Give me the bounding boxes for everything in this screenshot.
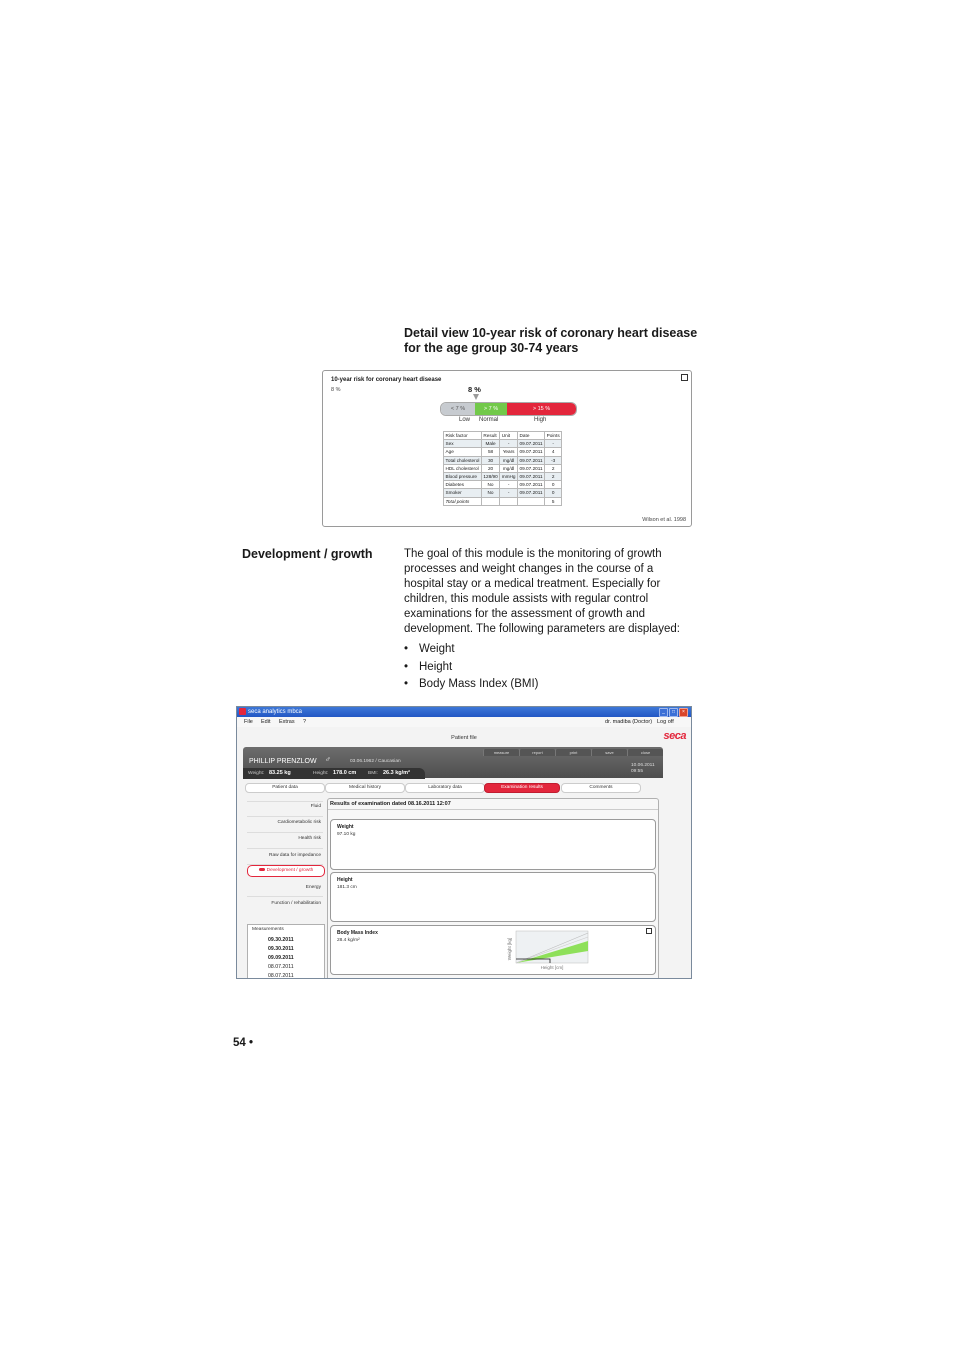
app-logo-icon	[239, 708, 246, 715]
tab-report[interactable]: report	[519, 749, 555, 756]
risk-table-cell: 09.07.2011	[519, 457, 543, 463]
risk-table-cell: 0	[545, 481, 562, 489]
citation: Wilson et al. 1998	[642, 517, 686, 523]
risk-table-cell: -3	[545, 456, 562, 464]
risk-table-cell: Male	[481, 440, 499, 448]
patient-datetime	[631, 763, 655, 775]
subtab-bar	[245, 783, 665, 792]
male-icon: ♂	[325, 755, 331, 764]
risk-table-cell: 09.07.2011	[519, 490, 543, 496]
tab-laboratory-data[interactable]: Laboratory data	[405, 783, 485, 793]
risk-table-row	[444, 440, 562, 448]
sidebar-item-energy[interactable]: Energy	[305, 885, 321, 890]
divider	[247, 801, 323, 802]
results-panel	[327, 798, 659, 979]
risk-table-cell: Smoker	[444, 489, 482, 497]
divider	[247, 848, 323, 849]
maximize-icon[interactable]: □	[669, 708, 678, 717]
risk-table-cell: 09.07.2011	[519, 449, 543, 455]
height-card[interactable]	[330, 872, 656, 922]
risk-table-header: Risk factor	[444, 432, 482, 440]
paragraph-line: children, this module assists with regular control	[404, 593, 649, 605]
paragraph-line: processes and weight changes in the course of a	[404, 563, 654, 575]
paragraph-line: The goal of this module is the monitoring of growth	[404, 548, 662, 560]
risk-table-cell: Sex	[444, 440, 482, 448]
tab-save[interactable]: save	[591, 749, 627, 756]
risk-value: 8 %	[468, 385, 481, 394]
risk-table-cell: 09.07.2011	[519, 482, 543, 488]
weight-card[interactable]	[330, 819, 656, 870]
risk-table-cell: Total cholesterol	[445, 457, 480, 463]
risk-table-header: Result	[481, 432, 499, 440]
tab-close[interactable]: close	[627, 749, 663, 756]
active-dot-icon	[259, 868, 265, 871]
section-title: Development / growth	[242, 547, 373, 561]
menu-help[interactable]: ?	[303, 719, 307, 725]
risk-table-cell: mg/dl	[500, 456, 518, 464]
window-title: seca analytics mbca	[248, 709, 303, 715]
risk-factor-table	[443, 431, 562, 506]
list-item	[404, 676, 539, 694]
patient-date: 10.06.2011	[631, 763, 655, 768]
minimize-icon[interactable]: _	[659, 708, 668, 717]
risk-table-cell: mmHg	[501, 474, 516, 480]
parameter-list	[404, 641, 539, 694]
weight-value: 83.25 kg	[269, 770, 291, 776]
brand-logo: seca	[663, 730, 686, 742]
height-label: Height:	[313, 771, 329, 776]
risk-table-cell: Years	[500, 448, 518, 456]
bmi-card-title: Body Mass Index	[337, 930, 378, 936]
risk-table-row	[444, 489, 562, 497]
menu-edit[interactable]: Edit	[261, 719, 271, 725]
height-card-title: Height	[337, 877, 353, 883]
risk-table-cell: mg/dl	[500, 464, 518, 472]
sidebar-item-development-growth[interactable]	[247, 865, 325, 877]
patient-name: PHILLIP PRENZLOW	[249, 758, 317, 765]
risk-table-cell: -	[545, 440, 562, 448]
risk-table-cell: Blood pressure	[444, 473, 482, 481]
height-value: 178.0 cm	[333, 770, 357, 776]
tab-comments[interactable]: Comments	[561, 783, 641, 793]
page-title: Patient file	[451, 735, 477, 741]
risk-table-cell: Total points	[444, 497, 482, 505]
divider	[247, 832, 323, 833]
divider	[247, 896, 323, 897]
bmi-chart	[506, 929, 596, 971]
list-item[interactable]: 09.30.2011	[268, 946, 294, 952]
risk-segment-normal: > 7 %	[475, 403, 507, 415]
risk-table-row	[444, 497, 562, 505]
bmi-card[interactable]	[330, 925, 656, 975]
weight-card-value: 97.10 kg	[337, 832, 356, 837]
divider	[328, 809, 658, 810]
tab-patient-data[interactable]: Patient data	[245, 783, 325, 793]
risk-table-cell: 20	[481, 464, 499, 472]
risk-table-header: Points	[546, 433, 560, 438]
sidebar-item-function-rehabilitation[interactable]: Function / rehabilitation	[271, 901, 321, 906]
label-low: Low	[459, 417, 471, 423]
list-item[interactable]: 08.07.2011	[268, 964, 294, 970]
risk-table-cell: 2	[545, 464, 562, 472]
paragraph-line: hospital stay or a medical treatment. Especially for	[404, 578, 661, 590]
bullet-icon: •	[404, 678, 409, 690]
risk-table-cell: Age	[444, 448, 482, 456]
paragraph-line: development. The following parameters are displayed:	[404, 623, 680, 635]
title-bar	[237, 707, 691, 717]
risk-table-cell: -	[500, 440, 518, 448]
risk-table-row	[444, 481, 562, 489]
sidebar-item-cardiometabolic-risk[interactable]: Cardiometabolic risk	[277, 820, 321, 825]
sidebar-item-health-risk[interactable]: Health risk	[298, 836, 321, 841]
heading-line-2: for the age group 30-74 years	[404, 341, 579, 355]
menu-extras[interactable]: Extras	[279, 719, 295, 725]
risk-table-cell	[500, 497, 518, 505]
list-item[interactable]: 09.09.2011	[268, 955, 294, 961]
risk-scale-bar	[440, 402, 577, 416]
risk-table-row	[444, 473, 562, 481]
risk-table-cell: No	[481, 481, 499, 489]
risk-table-cell: 58	[481, 448, 499, 456]
risk-table-cell: -	[500, 481, 518, 489]
tab-medical-history[interactable]: Medical history	[325, 783, 405, 793]
risk-table-cell: 09.07.2011	[519, 474, 543, 480]
list-item[interactable]: 09.30.2011	[268, 937, 294, 943]
results-title: Results of examination dated 08.16.2011 12:07	[330, 801, 451, 807]
risk-table-row	[444, 456, 562, 464]
bullet-icon: •	[404, 643, 409, 655]
risk-segment-high: > 15 %	[507, 403, 576, 415]
risk-table-cell: 128/90	[483, 474, 498, 480]
patient-stats	[243, 768, 425, 779]
weight-card-title: Weight	[337, 824, 354, 830]
measurements-list	[247, 924, 325, 979]
expand-icon[interactable]	[646, 928, 652, 934]
risk-table-cell: 30	[481, 456, 499, 464]
list-item	[404, 659, 539, 677]
list-item	[404, 641, 539, 659]
risk-title: 10-year risk for coronary heart disease	[331, 377, 442, 383]
label-normal: Normal	[479, 417, 499, 423]
risk-table-cell	[518, 497, 545, 505]
risk-table-cell	[481, 497, 499, 505]
risk-table-cell: 4	[545, 448, 562, 456]
divider	[247, 816, 323, 817]
risk-detail-screenshot	[322, 370, 692, 527]
risk-table-cell: -	[500, 489, 518, 497]
menu-bar	[237, 717, 691, 727]
close-icon[interactable]: ×	[679, 708, 688, 717]
tab-print[interactable]: print	[555, 749, 591, 756]
tab-measure[interactable]: measure	[483, 749, 519, 756]
list-item-label: Weight	[419, 643, 455, 655]
risk-table-cell: No	[481, 489, 499, 497]
risk-table-cell: HDL cholesterol	[444, 464, 482, 472]
heading-line-1: Detail view 10-year risk of coronary heart disease	[404, 326, 698, 340]
patient-dob: 03.06.1962 / Caucasian	[350, 759, 401, 764]
detail-view-heading	[404, 326, 704, 356]
label-high: High	[534, 417, 547, 423]
menu-file[interactable]: File	[244, 719, 253, 725]
bmi-card-value: 28.4 kg/m²	[337, 938, 360, 943]
measurements-title: Measurements	[252, 927, 284, 932]
risk-table-cell: 2	[545, 473, 562, 481]
bmi-chart-xlabel: Height [cm]	[540, 965, 564, 970]
app-window-screenshot	[236, 706, 692, 979]
paragraph-line: examinations for the assessment of growth and	[404, 608, 645, 620]
sidebar-item-label: Development / growth	[266, 868, 314, 873]
risk-table-cell: 09.07.2011	[519, 441, 543, 447]
risk-table-cell: Diabetes	[444, 481, 482, 489]
list-item-label: Height	[419, 660, 453, 673]
risk-subtitle: 8 %	[331, 387, 341, 393]
risk-table-header: Date	[518, 432, 545, 440]
risk-marker-icon	[473, 394, 479, 400]
patient-time: 09:55	[631, 769, 644, 774]
logoff-link[interactable]: Log off	[657, 719, 674, 725]
section-paragraph	[404, 547, 704, 637]
user-name: dr. madiba (Doctor)	[605, 719, 653, 725]
risk-table-cell: 09.07.2011	[519, 465, 543, 471]
sidebar-item-raw-data[interactable]: Raw data for impedance	[269, 853, 321, 858]
risk-table-cell: 5	[545, 497, 562, 505]
risk-table-header: Unit	[500, 432, 518, 440]
list-item-label: Body Mass Index (BMI)	[419, 678, 539, 690]
risk-table-cell: 0	[545, 489, 562, 497]
bmi-value: 26.3 kg/m²	[383, 770, 410, 776]
bullet-icon: •	[404, 660, 409, 673]
expand-icon[interactable]	[681, 374, 688, 381]
action-tabs	[483, 749, 663, 756]
list-item[interactable]: 08.07.2011	[268, 973, 294, 979]
bmi-label: BMI:	[368, 771, 378, 776]
tab-examination-results[interactable]: Examination results	[484, 783, 560, 793]
risk-table-row	[444, 464, 562, 472]
bmi-chart-ylabel: Weight [kg]	[507, 937, 512, 961]
height-card-value: 181.3 cm	[337, 885, 357, 890]
sidebar-item-fluid[interactable]: Fluid	[310, 804, 321, 809]
page-number: 54 •	[233, 1037, 254, 1049]
risk-segment-low: < 7 %	[441, 403, 475, 415]
risk-table-row	[444, 448, 562, 456]
weight-label: Weight:	[248, 771, 265, 776]
